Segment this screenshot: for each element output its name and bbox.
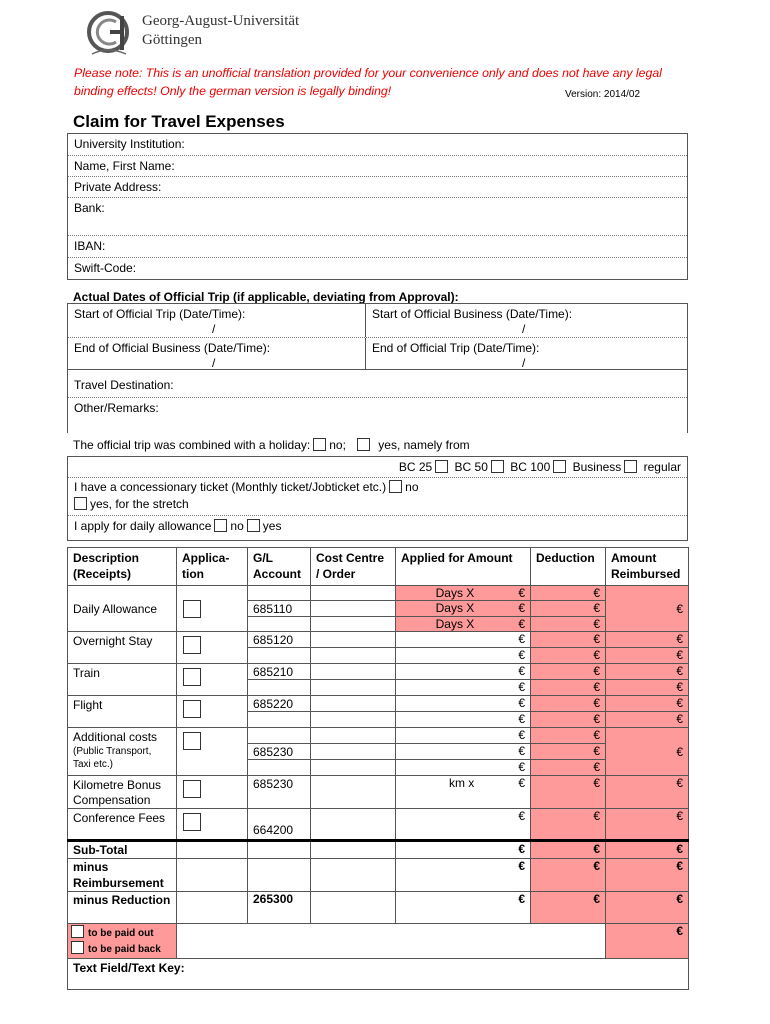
application-checkbox[interactable] — [183, 668, 201, 686]
cost-centre-cell[interactable] — [311, 696, 396, 712]
payout-option — [71, 925, 173, 941]
applied-amount-cell[interactable] — [396, 744, 531, 760]
gl-account-cell: 685120 — [248, 632, 311, 648]
cost-centre-cell[interactable] — [311, 809, 396, 841]
application-checkbox[interactable] — [183, 636, 201, 654]
business-label: Business — [572, 460, 622, 474]
reimbursed-cell: € — [606, 776, 689, 809]
expense-description: Flight — [73, 698, 103, 712]
payout-option — [71, 941, 173, 957]
daily-allowance-yes-label: yes — [262, 519, 282, 533]
applied-unit-label: Days X — [435, 586, 475, 600]
payout-options-cell — [68, 924, 177, 959]
payout-amount-cell: € — [606, 924, 689, 959]
header-cost-centre — [311, 548, 396, 586]
text-field-cell[interactable]: Text Field/Text Key: — [68, 959, 689, 990]
application-cell — [177, 696, 248, 728]
application-cell — [177, 892, 248, 924]
address-field[interactable] — [68, 177, 687, 198]
daily-allowance-label: I apply for daily allowance — [74, 519, 212, 533]
cost-centre-cell[interactable] — [311, 664, 396, 680]
text-field-row — [68, 959, 689, 990]
bc50-label: BC 50 — [454, 460, 488, 474]
header-text: Description — [73, 551, 140, 565]
start-business-field[interactable] — [366, 304, 687, 337]
gl-account-cell — [248, 680, 311, 696]
gl-account-cell: 685210 — [248, 664, 311, 680]
field-label: IBAN: — [74, 239, 106, 253]
currency-symbol: € — [518, 809, 525, 823]
application-cell — [177, 586, 248, 632]
deduction-cell[interactable]: € — [531, 776, 606, 809]
bc50-checkbox[interactable] — [491, 460, 504, 473]
application-checkbox[interactable] — [183, 732, 201, 750]
gl-account-cell — [248, 760, 311, 776]
deduction-cell[interactable]: € — [531, 632, 606, 648]
table-header-row — [68, 548, 689, 586]
bc100-label: BC 100 — [510, 460, 551, 474]
cost-centre-cell[interactable] — [311, 632, 396, 648]
totals-label: minus Reduction — [68, 892, 177, 924]
currency-symbol: € — [518, 760, 525, 774]
applied-amount-value — [401, 664, 525, 678]
gl-account-cell — [248, 841, 311, 859]
university-logo — [84, 10, 136, 58]
reimbursed-total-cell: € — [606, 892, 689, 924]
applied-amount-value — [401, 586, 525, 600]
payout-checkbox[interactable] — [71, 941, 84, 954]
holiday-yes-checkbox[interactable] — [357, 438, 370, 451]
application-cell — [177, 776, 248, 809]
applied-amount-cell[interactable] — [396, 712, 531, 728]
field-label: Start of Official Business (Date/Time): — [372, 307, 573, 321]
reimbursed-cell: € — [606, 680, 689, 696]
applied-amount-value — [401, 712, 525, 726]
header-text: G/L — [253, 551, 273, 565]
gl-account-cell: 685220 — [248, 696, 311, 712]
gl-account-cell: 265300 — [248, 892, 311, 924]
application-checkbox[interactable] — [183, 780, 201, 798]
holiday-no-checkbox[interactable] — [313, 438, 326, 451]
application-cell — [177, 809, 248, 841]
cost-centre-cell[interactable] — [311, 859, 396, 892]
cost-centre-cell[interactable] — [311, 892, 396, 924]
header-applied-amount — [396, 548, 531, 586]
applied-amount-value — [401, 632, 525, 646]
field-label: Name, First Name: — [74, 159, 175, 173]
currency-symbol: € — [518, 617, 525, 631]
university-name-line2: Göttingen — [142, 32, 202, 48]
cost-centre-cell[interactable] — [311, 744, 396, 760]
deduction-cell[interactable]: € — [531, 601, 606, 617]
currency-symbol: € — [518, 664, 525, 678]
gl-account-cell — [248, 728, 311, 744]
field-label: End of Official Trip (Date/Time): — [372, 341, 540, 355]
ticket-options-box — [67, 456, 688, 541]
description-cell — [68, 586, 177, 632]
reimbursed-cell: € — [606, 696, 689, 712]
table-row — [68, 809, 689, 841]
currency-symbol: € — [518, 632, 525, 646]
cost-centre-cell[interactable] — [311, 776, 396, 809]
expense-description: Conference Fees — [73, 811, 166, 825]
table-row — [68, 632, 689, 648]
header-text: (Receipts) — [73, 567, 132, 581]
applied-amount-value — [401, 680, 525, 694]
reimbursed-total-cell: € — [606, 859, 689, 892]
application-checkbox[interactable] — [183, 600, 201, 618]
description-cell — [68, 696, 177, 728]
applied-amount-cell[interactable] — [396, 601, 531, 617]
business-checkbox[interactable] — [624, 460, 637, 473]
holiday-yes-label: yes, namely from — [378, 438, 470, 452]
gl-account-cell — [248, 859, 311, 892]
application-cell — [177, 664, 248, 696]
bc100-checkbox[interactable] — [553, 460, 566, 473]
totals-row — [68, 841, 689, 859]
cost-centre-cell[interactable] — [311, 760, 396, 776]
description-cell — [68, 664, 177, 696]
page-title: Claim for Travel Expenses — [73, 112, 285, 131]
applied-amount-value — [401, 648, 525, 662]
table-row — [68, 696, 689, 712]
applied-amount-value — [401, 601, 525, 615]
applied-amount-cell[interactable] — [396, 760, 531, 776]
cost-centre-cell[interactable] — [311, 712, 396, 728]
applied-amount-cell[interactable] — [396, 586, 531, 601]
expense-description: Overnight Stay — [73, 634, 153, 648]
reimbursed-cell: € — [606, 648, 689, 664]
totals-row — [68, 892, 689, 924]
dates-heading: Actual Dates of Official Trip (if applicable, deviating from Approval): — [73, 290, 459, 304]
deduction-cell[interactable]: € — [531, 744, 606, 760]
holiday-label: The official trip was combined with a holiday: — [73, 438, 311, 452]
regular-label: regular — [643, 460, 681, 474]
expense-description: Additional costs — [73, 730, 158, 744]
daily-allowance-no-label: no — [230, 519, 244, 533]
deduction-cell[interactable]: € — [531, 680, 606, 696]
gl-account-cell — [248, 586, 311, 601]
applied-amount-cell[interactable] — [396, 632, 531, 648]
date-time-separator: / — [212, 322, 216, 336]
bahncard-row — [68, 457, 687, 478]
daily-allowance-yes-checkbox[interactable] — [247, 519, 260, 532]
payout-option-label: to be paid back — [88, 944, 161, 955]
applied-unit-label: km x — [448, 776, 475, 790]
gl-account-cell: 685110 — [248, 601, 311, 617]
bank-field[interactable] — [68, 198, 687, 236]
expense-description: Train — [73, 666, 100, 680]
reimbursed-cell: € — [606, 809, 689, 841]
description-cell — [68, 809, 177, 841]
end-trip-field[interactable] — [366, 338, 687, 369]
header-text: / Order — [316, 567, 356, 581]
bc25-label: BC 25 — [398, 460, 433, 474]
currency-symbol: € — [518, 776, 525, 790]
remarks-field[interactable] — [68, 398, 687, 433]
applied-amount-cell[interactable] — [396, 648, 531, 664]
deduction-cell[interactable]: € — [531, 617, 606, 632]
reimbursed-cell: € — [606, 712, 689, 728]
payout-row — [68, 924, 689, 959]
application-checkbox[interactable] — [183, 700, 201, 718]
application-cell — [177, 632, 248, 664]
deduction-cell[interactable]: € — [531, 696, 606, 712]
expense-description: Daily Allowance — [73, 602, 158, 616]
currency-symbol: € — [518, 744, 525, 758]
deduction-total-cell: € — [531, 859, 606, 892]
applied-amount-cell[interactable] — [396, 680, 531, 696]
applied-amount-value — [401, 728, 525, 742]
application-checkbox[interactable] — [183, 813, 201, 831]
deduction-total-cell: € — [531, 892, 606, 924]
gl-account-cell — [248, 712, 311, 728]
expense-table — [67, 547, 689, 990]
header-deduction — [531, 548, 606, 586]
header-text: tion — [182, 567, 204, 581]
currency-symbol: € — [518, 601, 525, 615]
gl-account-cell: 664200 — [248, 809, 311, 841]
personal-details-box — [67, 133, 688, 280]
payout-checkbox[interactable] — [71, 925, 84, 938]
concession-no-label: no — [405, 480, 419, 494]
end-business-field[interactable] — [68, 338, 366, 369]
applied-amount-cell[interactable] — [396, 809, 531, 841]
gl-account-cell: 685230 — [248, 776, 311, 809]
table-row — [68, 776, 689, 809]
applied-unit-label: Days X — [435, 601, 475, 615]
applied-amount-value — [401, 809, 525, 823]
header-application — [177, 548, 248, 586]
totals-row — [68, 859, 689, 892]
currency-symbol: € — [518, 586, 525, 600]
concession-yes-checkbox[interactable] — [74, 497, 87, 510]
date-time-separator: / — [522, 322, 526, 336]
bc25-checkbox[interactable] — [435, 460, 448, 473]
reimbursed-total-cell: € — [606, 841, 689, 859]
field-label: Start of Official Trip (Date/Time): — [74, 307, 246, 321]
cost-centre-cell[interactable] — [311, 841, 396, 859]
date-time-separator: / — [212, 356, 216, 370]
deduction-cell[interactable]: € — [531, 648, 606, 664]
concession-row — [68, 478, 687, 516]
translation-disclaimer: Please note: This is an unofficial translation provided for your convenience only and does not have any legal binding effects! Only the german version is legally binding! — [74, 66, 662, 98]
deduction-cell[interactable]: € — [531, 586, 606, 601]
table-row — [68, 586, 689, 601]
header-description — [68, 548, 177, 586]
deduction-cell[interactable]: € — [531, 809, 606, 841]
name-field[interactable] — [68, 156, 687, 177]
date-time-separator: / — [522, 356, 526, 370]
deduction-cell[interactable]: € — [531, 664, 606, 680]
table-row — [68, 664, 689, 680]
daily-allowance-row — [68, 516, 687, 540]
university-name — [142, 12, 299, 50]
header-text: Reimbursed — [611, 567, 681, 581]
applied-amount-cell[interactable] — [396, 617, 531, 632]
currency-symbol: € — [518, 648, 525, 662]
gl-account-cell — [248, 617, 311, 632]
field-label: University Institution: — [74, 137, 185, 151]
reimbursed-cell: € — [606, 586, 689, 632]
university-name-line1: Georg-August-Universität — [142, 13, 300, 29]
totals-label: Sub-Total — [68, 841, 177, 859]
deduction-cell[interactable]: € — [531, 712, 606, 728]
deduction-cell[interactable]: € — [531, 728, 606, 744]
applied-amount-value — [401, 760, 525, 774]
header-text: Cost Centre — [316, 551, 385, 565]
daily-allowance-no-checkbox[interactable] — [214, 519, 227, 532]
field-label: Bank: — [74, 201, 105, 215]
cost-centre-cell[interactable] — [311, 648, 396, 664]
header-text: Account — [253, 567, 301, 581]
applied-amount-cell[interactable] — [396, 696, 531, 712]
destination-field[interactable] — [68, 370, 687, 398]
swift-field[interactable] — [68, 258, 687, 279]
table-row — [68, 728, 689, 744]
application-cell — [177, 859, 248, 892]
currency-symbol: € — [518, 728, 525, 742]
reimbursed-cell: € — [606, 632, 689, 648]
applied-amount-cell[interactable] — [396, 776, 531, 809]
application-cell — [177, 728, 248, 776]
expense-subnote: (Public Transport, Taxi etc.) — [73, 746, 152, 770]
cost-centre-cell[interactable] — [311, 586, 396, 601]
cost-centre-cell[interactable] — [311, 601, 396, 617]
applied-total-cell: € — [396, 892, 531, 924]
reimbursed-cell: € — [606, 728, 689, 776]
currency-symbol: € — [518, 696, 525, 710]
applied-amount-value — [401, 696, 525, 710]
applied-amount-value — [401, 617, 525, 631]
field-label: Swift-Code: — [74, 261, 137, 275]
field-label: End of Official Business (Date/Time): — [74, 341, 271, 355]
concession-no-checkbox[interactable] — [389, 480, 402, 493]
start-trip-field[interactable] — [68, 304, 366, 337]
deduction-total-cell: € — [531, 841, 606, 859]
expense-description: Kilometre Bonus Compensation — [73, 778, 162, 807]
applied-unit-label: Days X — [435, 617, 475, 631]
field-label: Other/Remarks: — [74, 401, 159, 415]
payout-blank-cell — [177, 924, 606, 959]
header-amount-reimbursed — [606, 548, 689, 586]
holiday-question — [73, 438, 470, 452]
currency-symbol: € — [518, 712, 525, 726]
concession-yes-label: yes, for the stretch — [90, 497, 189, 511]
field-label: Private Address: — [74, 180, 162, 194]
applied-amount-cell[interactable] — [396, 728, 531, 744]
reimbursed-cell: € — [606, 664, 689, 680]
cost-centre-cell[interactable] — [311, 617, 396, 632]
description-cell — [68, 728, 177, 776]
applied-total-cell: € — [396, 859, 531, 892]
applied-amount-value — [401, 776, 525, 790]
trip-dates-box — [67, 303, 688, 433]
totals-label: minus Reimbursement — [68, 859, 177, 892]
header-text: Applied for Amount — [401, 551, 513, 565]
header-text: Applica- — [182, 551, 230, 565]
iban-field[interactable] — [68, 236, 687, 258]
cost-centre-cell[interactable] — [311, 728, 396, 744]
field-label: Travel Destination: — [74, 378, 174, 392]
application-cell — [177, 841, 248, 859]
header-text: Deduction — [536, 551, 595, 565]
concession-label: I have a concessionary ticket (Monthly ticket/Jobticket etc.) — [74, 480, 387, 494]
cost-centre-cell[interactable] — [311, 680, 396, 696]
deduction-cell[interactable]: € — [531, 760, 606, 776]
currency-symbol: € — [518, 680, 525, 694]
gl-account-cell — [248, 648, 311, 664]
holiday-no-label: no; — [329, 438, 346, 452]
gl-account-cell: 685230 — [248, 744, 311, 760]
header-text: Amount — [611, 551, 657, 565]
payout-option-label: to be paid out — [88, 928, 154, 939]
applied-amount-value — [401, 744, 525, 758]
header-gl-account — [248, 548, 311, 586]
applied-total-cell: € — [396, 841, 531, 859]
description-cell — [68, 632, 177, 664]
university-institution-field[interactable] — [68, 134, 687, 156]
applied-amount-cell[interactable] — [396, 664, 531, 680]
version-label: Version: 2014/02 — [565, 89, 641, 100]
description-cell — [68, 776, 177, 809]
